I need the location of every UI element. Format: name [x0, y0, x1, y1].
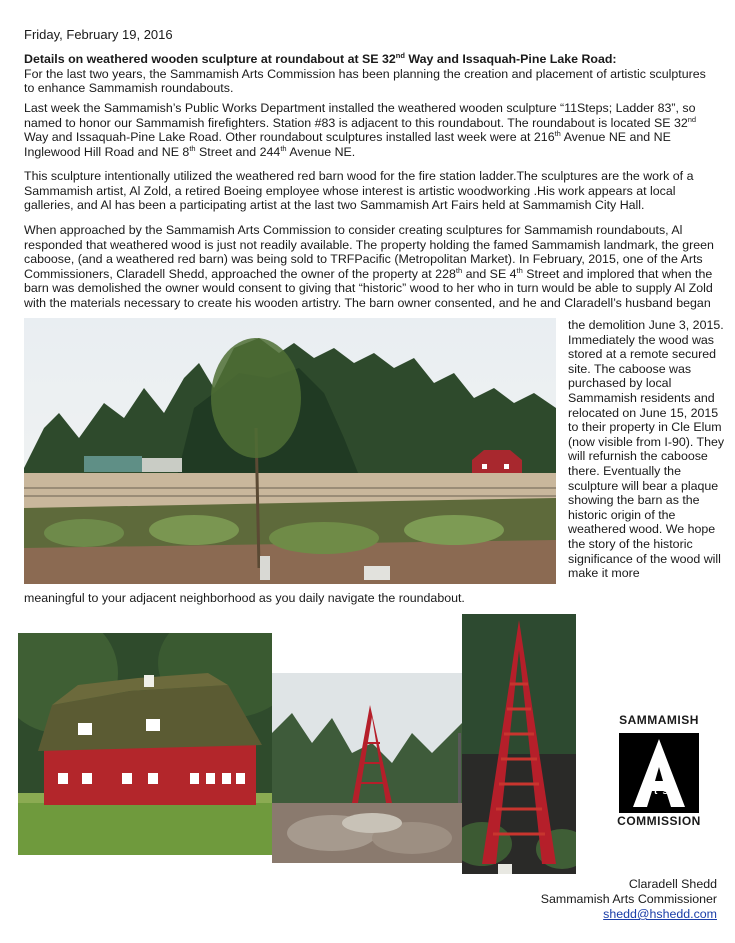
wrapped-paragraph: the demolition June 3, 2015. Immediately the wood was stored at a remote secured site. The caboose was purchased by local Sammamish residents and relocated on June 15, 2015 to their property in Cle Elum (now visible from I-90). They will refurnish the caboose there. Eventually the sculpture will bear a plaque showing the barn as the historic origin of the weathered wood. We hope the story of the historic significance of the wood will make it more: [568, 318, 725, 581]
closing-paragraph: meaningful to your adjacent neighborhood as you daily navigate the roundabout.: [24, 591, 465, 605]
sculpture-paragraph: This sculpture intentionally utilized the weathered red barn wood for the fire station ladder.The sculptures are the work of a Sammamish artist, Al Zold, a retired Boeing employee whose interest is artistic woodworking .His work appears at local galleries, and Al has been a participating artist at the last two Sammamish Art Fairs held at Sammamish City Hall.: [24, 169, 694, 213]
ladder-sculpture-photo: [462, 614, 576, 874]
installation-paragraph: Last week the Sammamish’s Public Works Department installed the weathered wooden sculpture “11Steps; Ladder 83”, so named to honor our Sammamish firefighters. Station #83 is adjacent to this roundabout. The roundabout is located SE 32nd Way and Issaquah-Pine Lake Road. Other roundabout sculptures installed last week were at 216th Avenue NE and NE Inglewood Hill Road and NE 8th Street and 244th Avenue NE.: [24, 101, 697, 159]
intro-text: For the last two years, the Sammamish Arts Commission has been planning the creation and placement of artistic sculptures to enhance Sammamish roundabouts.: [24, 66, 706, 96]
barn-history-paragraph: When approached by the Sammamish Arts Commission to consider creating sculptures for Sammamish roundabouts, Al responded that weathered wood is just not readily available. The property holding the famed Sammamish landmark, the green caboose, (and a weathered red barn) was being sold to TRFPacific (Metropolitan Market). In February, 2015, one of the Arts Commissioners, Claradell Shedd, approached the owner of the property at 228th and SE 4th Street and implored that when the barn was demolished the owner would consent to giving that “historic” wood to her who in turn would be able to supply Al Zold with the materials necessary to create his wooden artistry. The barn owner consented, and he and Claradell’s husband began: [24, 223, 714, 310]
signature-title: Sammamish Arts Commissioner: [540, 892, 717, 906]
intro-paragraph: [24, 52, 714, 96]
red-barn-photo: [18, 633, 272, 855]
signature-email-row: [417, 907, 717, 922]
article-heading: Details on weathered wooden sculpture at roundabout at SE 32nd Way and Issaquah-Pine Lake Road:: [24, 51, 617, 66]
email-link[interactable]: shedd@hshedd.com: [603, 907, 717, 921]
roundabout-photo: [24, 318, 556, 584]
roundabout-sculpture-photo: [272, 673, 462, 863]
signature-name: Claradell Shedd: [628, 877, 717, 891]
logo-a-glyph: [619, 733, 699, 813]
logo-bottom-text: COMMISSION: [617, 814, 701, 828]
document-date: Friday, February 19, 2016: [24, 27, 173, 42]
arts-commission-logo: [619, 733, 699, 813]
logo-top-text: SAMMAMISH: [619, 713, 699, 727]
logo-rts-text: rts: [645, 786, 673, 797]
